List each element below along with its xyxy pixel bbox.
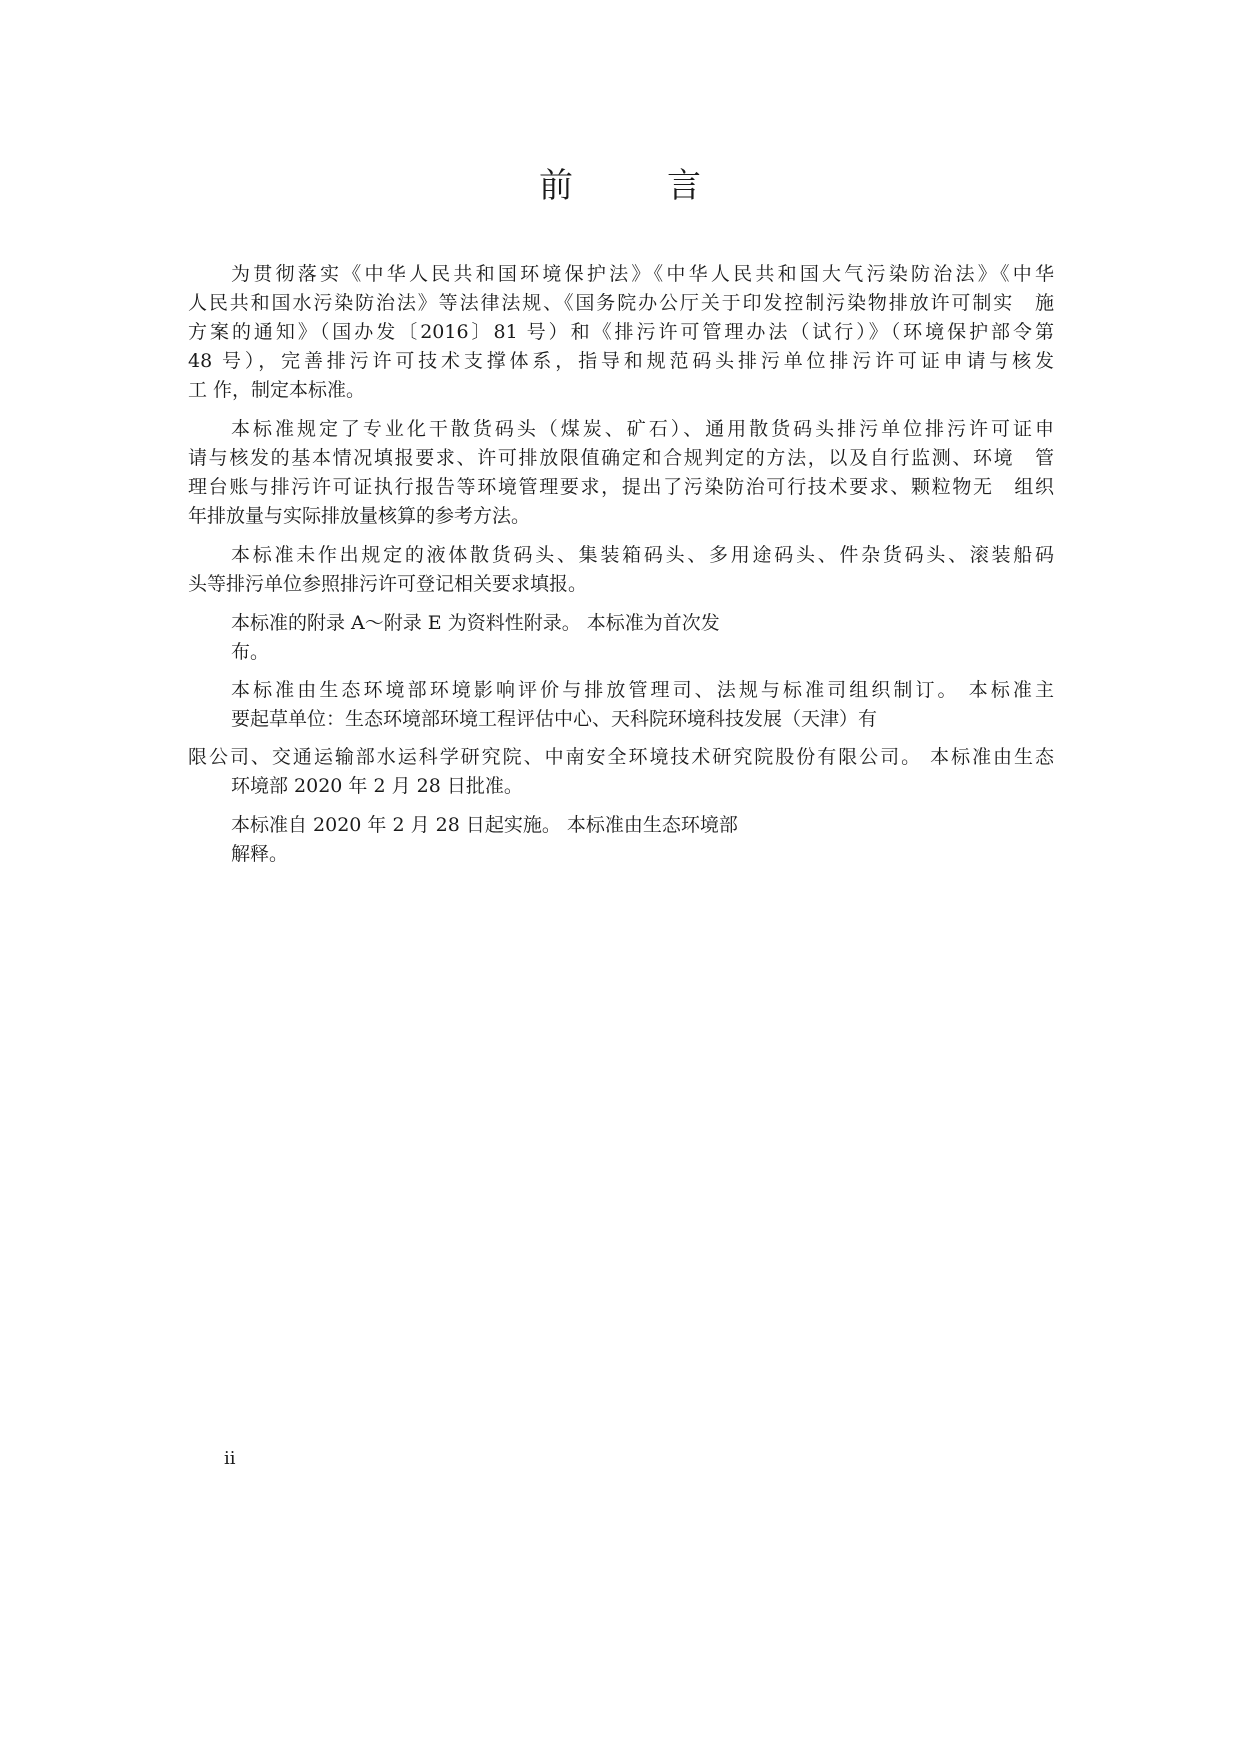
text-line: 工 作，制定本标准。 xyxy=(188,379,366,401)
text-line: 理台账与排污许可证执行报告等环境管理要求，提出了污染防治可行技术要求、颗粒物无 组织 xyxy=(188,476,1054,498)
page-number: ii xyxy=(224,1448,236,1469)
text-line: 年排放量与实际排放量核算的参考方法。 xyxy=(188,505,531,527)
text-line: 本标准由生态环境部环境影响评价与排放管理司、法规与标准司组织制订。 本标准主 xyxy=(231,679,1054,701)
text-line: 解释。 xyxy=(231,843,289,865)
text-line: 本标准自 2020 年 2 月 28 日起实施。 本标准由生态环境部 xyxy=(231,814,738,836)
text-line: 本标准的附录 A～附录 E 为资料性附录。 本标准为首次发 xyxy=(231,612,720,634)
text-line: 人民共和国水污染防治法》等法律法规、《国务院办公厅关于印发控制污染物排放许可制实 施 xyxy=(188,292,1054,314)
text-line: 环境部 2020 年 2 月 28 日批准。 xyxy=(231,775,523,797)
text-line: 方案的通知》（国办发〔2016〕81 号）和《排污许可管理办法（试行）》（环境保护部令第 xyxy=(188,321,1054,343)
text-line: 要起草单位：生态环境部环境工程评估中心、天科院环境科技发展（天津）有 xyxy=(231,708,878,730)
text-line: 请与核发的基本情况填报要求、许可排放限值确定和合规判定的方法，以及自行监测、环境 管 xyxy=(188,447,1054,469)
text-line: 头等排污单位参照排污许可登记相关要求填报。 xyxy=(188,573,588,595)
text-line: 本标准未作出规定的液体散货码头、集装箱码头、多用途码头、件杂货码头、滚装船码 xyxy=(231,544,1054,566)
page-title: 前 言 xyxy=(539,166,731,206)
text-line: 限公司、交通运输部水运科学研究院、中南安全环境技术研究院股份有限公司。 本标准由生态 xyxy=(188,746,1054,768)
text-line: 为贯彻落实《中华人民共和国环境保护法》《中华人民共和国大气污染防治法》《中华 xyxy=(231,263,1054,285)
text-line: 48 号），完善排污许可技术支撑体系，指导和规范码头排污单位排污许可证申请与核发 xyxy=(188,350,1054,372)
text-line: 布。 xyxy=(231,641,270,663)
text-line: 本标准规定了专业化干散货码头（煤炭、矿石）、通用散货码头排污单位排污许可证申 xyxy=(231,418,1054,440)
